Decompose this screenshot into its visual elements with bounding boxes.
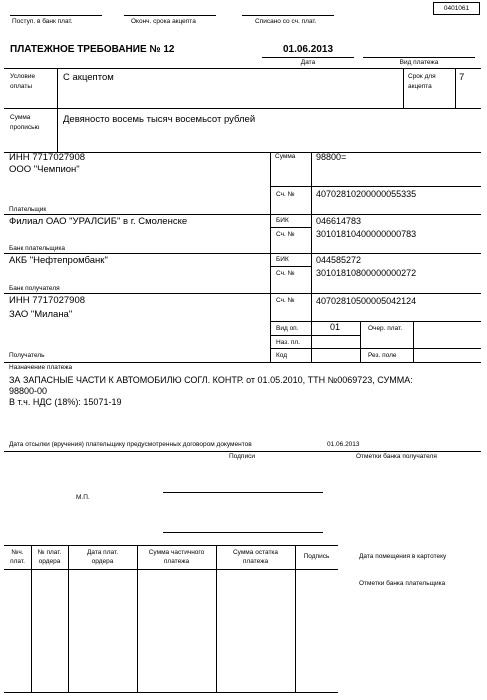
- table-header: платежа: [242, 558, 269, 565]
- rule: [403, 68, 404, 108]
- rule: [270, 152, 271, 362]
- op-type-label: Вид оп.: [276, 325, 299, 332]
- table-col-rule: [137, 545, 138, 692]
- document-date: 01.06.2013: [282, 44, 334, 55]
- rule: [270, 266, 311, 267]
- table-col-rule: [31, 545, 32, 692]
- terms-label-2: оплаты: [10, 83, 33, 90]
- table-header: ордера: [38, 558, 61, 565]
- payee-account: 40702810500005042124: [316, 296, 417, 306]
- rule: [311, 152, 312, 362]
- payer-bik-label: БИК: [276, 217, 289, 224]
- rule: [4, 253, 481, 254]
- payer-bank-label: Банк плательщика: [9, 245, 65, 252]
- table-header: Дата плат.: [86, 549, 119, 556]
- table-header: Сумма частичного: [148, 549, 205, 556]
- acceptance-end-line: [124, 15, 216, 16]
- payee-bank-name: АКБ "Нефтепромбанк": [9, 255, 108, 266]
- code-label: Код: [276, 352, 288, 359]
- rule: [270, 335, 360, 336]
- rule: [413, 321, 414, 362]
- stamp-label: М.П.: [76, 494, 90, 501]
- payer-inn: ИНН 7717027908: [9, 152, 86, 163]
- rule: [270, 348, 481, 349]
- table-bottom-rule: [4, 692, 338, 693]
- received-label: Поступ. в банк плат.: [12, 18, 73, 25]
- table-col-rule: [68, 545, 69, 692]
- deadline-label-2: акцепта: [408, 83, 432, 90]
- payee-bank-account: 30101810800000000272: [316, 268, 417, 278]
- payer-bank-name: Филиал ОАО "УРАЛСИБ" в г. Смоленске: [9, 216, 188, 227]
- payee-name: ЗАО "Милана": [9, 309, 73, 320]
- page-title: ПЛАТЕЖНОЕ ТРЕБОВАНИЕ № 12: [10, 44, 175, 55]
- rule: [270, 227, 311, 228]
- payee-bank-marks-label: Отметки банка получателя: [356, 453, 437, 460]
- table-header: №ч.: [11, 549, 24, 556]
- dispatch-label: Дата отсылки (вручения) плательщику предусмотренных договором документов: [9, 441, 252, 448]
- payee-account-label: Сч. №: [276, 297, 295, 304]
- op-type-value: 01: [330, 322, 341, 332]
- payee-bank-label: Банк получателя: [9, 285, 60, 292]
- payer-amount-label: Сумма: [275, 153, 296, 160]
- signatures-label: Подписи: [229, 453, 255, 460]
- rule: [4, 214, 481, 215]
- received-line: [10, 15, 102, 16]
- table-col-rule: [295, 545, 296, 692]
- purpose-line-3: В т.ч. НДС (18%): 15071-19: [9, 397, 122, 407]
- terms-label: Условие: [10, 73, 36, 80]
- rule: [4, 68, 481, 69]
- payee-inn: ИНН 7717027908: [9, 295, 86, 306]
- rule: [270, 321, 481, 322]
- payer-bank-account-label: Сч. №: [276, 231, 295, 238]
- table-header: ордера: [91, 558, 114, 565]
- rule: [270, 186, 481, 187]
- payer-bik: 046614783: [316, 216, 362, 226]
- deadline-value: 7: [459, 72, 465, 83]
- file-date-label: Дата помещения в картотеку: [359, 553, 447, 560]
- payer-bank-account: 30101810400000000783: [316, 229, 417, 239]
- payer-account: 40702810200000055335: [316, 189, 417, 199]
- priority-label: Очер. плат.: [368, 325, 403, 332]
- amount-words-label: Сумма: [10, 114, 31, 121]
- table-header: № плат.: [37, 549, 62, 556]
- payee-bik-label: БИК: [276, 256, 289, 263]
- payment-type-underline: [363, 57, 475, 58]
- date-label: Дата: [300, 59, 316, 66]
- amount-words-value: Девяносто восемь тысяч восемьсот рублей: [63, 114, 256, 125]
- amount-words-label-2: прописью: [10, 124, 40, 131]
- payment-type-label: Вид платежа: [399, 59, 439, 66]
- table-header: платежа: [163, 558, 190, 565]
- purpose-code-label: Наз. пл.: [276, 339, 300, 346]
- rule: [4, 451, 481, 452]
- date-underline: [262, 57, 354, 58]
- purpose-line-1: ЗА ЗАПАСНЫЕ ЧАСТИ К АВТОМОБИЛЮ СОГЛ. КОНТР. от 01.05.2010, ТТН №0069723, СУММА:: [9, 375, 413, 385]
- purpose-label: Назначение платежа: [9, 364, 73, 371]
- table-col-rule: [216, 545, 217, 692]
- reserve-label: Рез. поле: [368, 352, 397, 359]
- rule: [4, 293, 481, 294]
- form-code: 0401061: [443, 5, 470, 12]
- written-off-line: [242, 15, 334, 16]
- purpose-line-2: 98800-00: [9, 386, 48, 396]
- acceptance-end-label: Оконч. срока акцепта: [131, 18, 196, 25]
- payer-name: ООО "Чемпион": [9, 164, 80, 175]
- signature-line-2: [163, 532, 323, 533]
- signature-line-1: [163, 492, 323, 493]
- payer-label: Плательщик: [9, 206, 47, 213]
- payer-bank-marks-label: Отметки банка плательщика: [359, 580, 446, 587]
- rule: [4, 108, 481, 109]
- table-header-rule: [4, 569, 338, 570]
- terms-value: С акцептом: [63, 72, 114, 83]
- payee-bank-account-label: Сч. №: [276, 270, 295, 277]
- rule: [455, 68, 456, 108]
- rule: [4, 362, 481, 363]
- payer-amount: 98800=: [316, 152, 347, 162]
- written-off-label: Списано со сч. плат.: [255, 18, 317, 25]
- table-top-rule: [4, 545, 338, 546]
- payee-label: Получатель: [9, 352, 45, 359]
- table-header: Подпись: [303, 553, 330, 560]
- dispatch-date: 01.06.2013: [327, 441, 360, 448]
- rule: [360, 321, 361, 362]
- payer-account-label: Сч. №: [276, 191, 295, 198]
- table-header: Сумма остатка: [232, 549, 279, 556]
- payee-bik: 044585272: [316, 255, 362, 265]
- table-header: плат.: [10, 558, 25, 565]
- deadline-label: Срок для: [408, 73, 436, 80]
- rule: [57, 68, 58, 152]
